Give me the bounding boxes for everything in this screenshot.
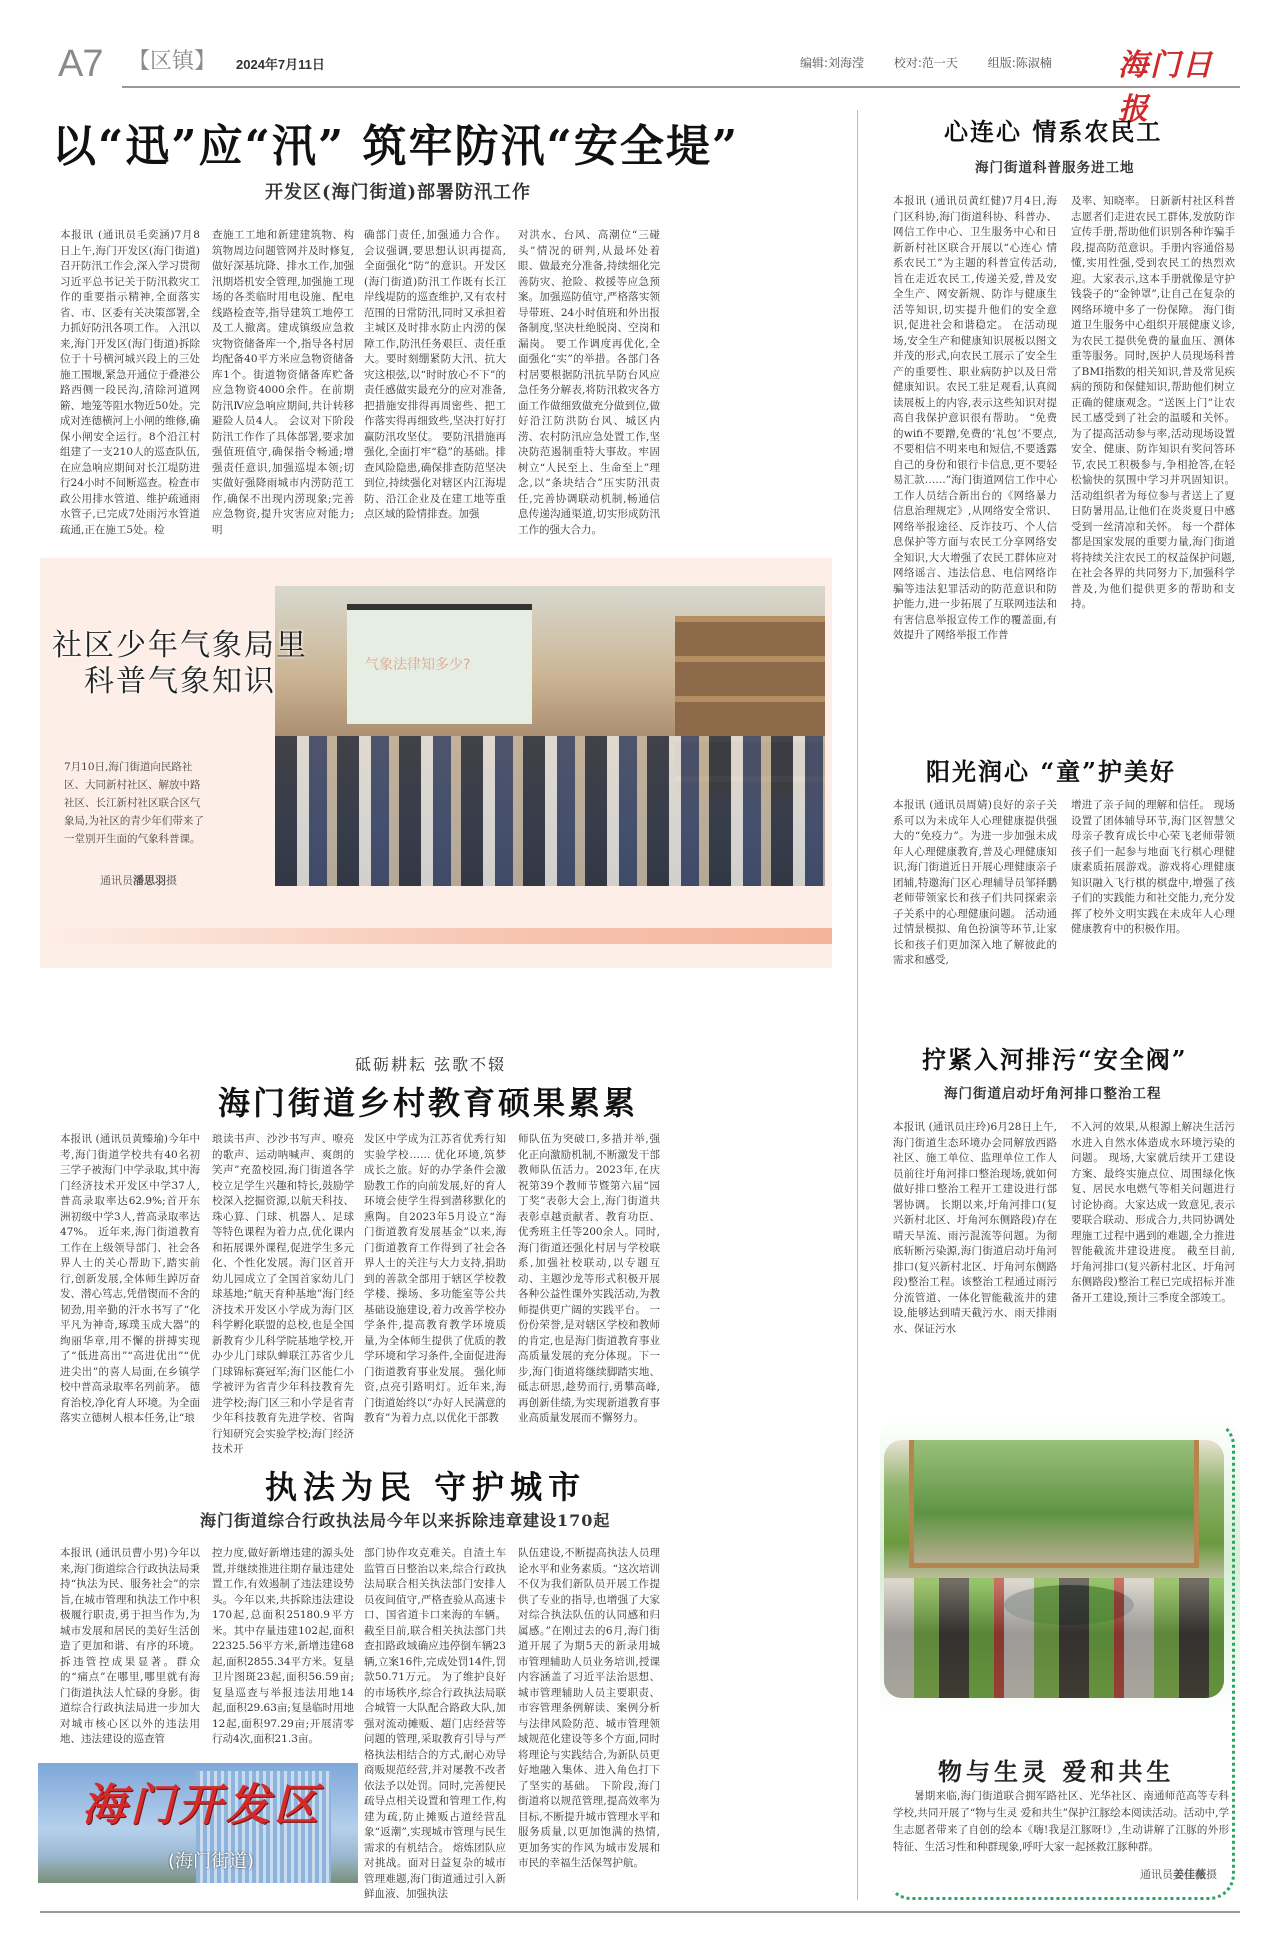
subheadline-workers: 海门街道科普服务进工地 <box>975 160 1135 176</box>
staff-credits <box>800 54 1066 71</box>
photo-credit-weather <box>100 872 177 888</box>
article-sewage-col-1: 本报讯 (通讯员庄玲)6月28日上午,海门街道生态环境办会同解放西路社区、施工单位、监理单位工作人员前往圩角河排口整治现场,就如何做好排口整治工程开工建设进行部署协调。 长期以来,圩角河排口(复兴新村北区、圩角河东侧路段)存在晴天旱流、雨污混流等问题。为彻底斩断污染源,海门街道启动圩角河排口(复兴新村北区、圩角河东侧路段)整治工程。该整治工程通过雨污分流管道、一体化智能截流井的建设,能够达到晴天截污水、雨天排雨水、保证污水 <box>893 1121 1057 1335</box>
feature-text-dolphin <box>893 1788 1229 1856</box>
feature-title <box>52 628 308 700</box>
masthead-divider <box>122 86 1240 88</box>
headline-dolphin: 物与生灵 爱和共生 <box>938 1757 1175 1786</box>
headline-education: 海门街道乡村教育硕果累累 <box>218 1084 639 1122</box>
article-children-col-2: 增进了亲子间的理解和信任。 现场设置了团体辅导环节,海门区智慧父母亲子教育成长中心荣飞老师带领孩子们一起参与地面飞行棋心理健康素质拓展游戏。游戏将心理健康知识融入飞行棋的棋盘中,增强了孩子们的实践能力和社交能力,充分发挥了校外文明实践在未成年人心理健康教育中的积极作用。 <box>1071 799 1235 935</box>
article-enforcement-col-2: 控力度,做好新增违建的源头处置,并继续推进往期存量违建处置工作,有效遏制了违法建设势头。今年以来,共拆除违法建设170起,总面积25180.9平方米。其中存量违建102起,面积22325.56平方米,新增违建68起,面积2855.34平方米。复垦卫片图斑23起,面积56.59亩;复垦巡查与举报违法用地14起,面积29.63亩;复垦临时用地12起,面积97.29亩;开展清零行动4次,面积21.3亩。 <box>212 1547 354 1745</box>
subheadline-flood: 开发区(海门街道)部署防汛工作 <box>265 182 532 203</box>
article-education-col-2: 琅读书声、沙沙书写声、嘹亮的歌声、运动呐喊声、爽朗的笑声”充盈校园,海门街道各学校立足学生兴趣和特长,鼓励学校深入挖掘资源,以航天科技、珠心算、门球、机器人、足球等特色课程为着力点,优化课内和拓展课外课程,促进学生多元化、个性化发展。海门区首开幼儿园成立了全国首家幼儿门球基地;“航天育种基地”海门经济技术开发区小学成为海门区科学孵化联盟的总校,也是全国新教育少儿科学院基地学校,开办少儿门球队蝉联江苏省少儿门球锦标赛冠军;海门区能仁小学被评为省青少年科技教育先进学校;海门区三和小学是省青少年科技教育先进学校、省陶行知研究会实验学校;海门经济技术开 <box>212 1133 354 1455</box>
feature-caption: 7月10日,海门街道向民路社区、大同新村社区、解放中路社区、长江新村社区联合区气象局,为社区的青少年们带来了一堂别开生面的气象科普课。 <box>64 761 204 845</box>
article-flood-col-2: 查施工工地和新建建筑物、构筑物周边问题管网并及时修复,做好深基坑降、排水工作,加强汛期塔机安全管理,加强施工现场的各类临时用电设施、配电线路检查等,指导建筑工地停工及工人撤离。建成镇级应急救灾物资储备库一个,指导各村居均配备40平方米应急物资储备库1个。街道物资储备库贮备应急物资4000余件。在前期防汛Ⅳ应急响应期间,共计转移避险人员4人。 会议对下阶段防汛工作作了具体部署,要求加强值班值守,确保指令畅通;增强责任意识,加强巡堤本领;切实做好强降雨城市内涝防范工作,确保不出现内涝现象;完善应急物资,提升灾害应对能力;明 <box>212 229 354 536</box>
subheadline-enforcement: 海门街道综合行政执法局今年以来拆除违章建设170起 <box>200 1511 611 1530</box>
article-flood-col-1: 本报讯 (通讯员毛奕涵)7月8日上午,海门开发区(海门街道)召开防汛工作会,深入学习贯彻习近平总书记关于防汛救灾工作的重要指示精神,全面落实省、市、区委有关决策部署,全力抓好防汛各项工作。 入汛以来,海门开发区(海门街道)拆除位于十号横河城兴段上的三处施工围堰,紧急开通位于叠港公路西侧一段民沟,清除河道网簖、地笼等阻水物近50处。完成对连德横河上小闸的维修,确保小闸安全运行。8个沿江村组建了一支210人的巡查队伍,在应急响应期间对长江堤防进行24小时不间断巡查。检查市政公用排水管道、维护疏通雨水管子,已完成7处雨污水管道疏通,正在施工5处。检 <box>60 229 200 536</box>
article-workers-col-1: 本报讯 (通讯员黄红健)7月4日,海门区科协,海门街道科协、科普办、网信工作中心、卫生服务中心和日新新村社区联合开展以“心连心 情系农民工”为主题的科普宣传活动,旨在走近农民工,传递关爱,普及安全生产、网安新规、防诈与健康生活等知识,切实提升他们的安全意识,促进社会和谐稳定。 在活动现场,安全生产和健康知识展板以图文并茂的形式,向农民工展示了安全生产的重要性、职业病防护以及日常健康知识。农民工驻足观看,认真阅读展板上的内容,表示这些知识对提高自我保护意识很有帮助。 “免费的wifi不要蹭,免费的‘礼包’不要点,不要相信不明来电和短信,不要透露自己的身份和银行卡信息,更不要轻易汇款……”海门街道网信工作中心工作人员结合新出台的《网络暴力信息治理规定》,从网络安全常识、网络举报途径、反诈技巧、个人信息保护等方面与农民工分享网络安全知识,大大增强了农民工群体应对网络谣言、违法信息、电信网络诈骗等违法犯罪活动的防范意识和防护能力,进一步拓展了互联网违法和有害信息举报宣传工作的覆盖面,有效提升了网络举报工作普 <box>893 195 1057 641</box>
proofreader-credit: 校对:范一天 <box>893 56 958 70</box>
credit-prefix: 通讯员 <box>1140 1868 1173 1881</box>
article-workers-col-2: 及率、知晓率。 日新新村社区科普志愿者们走进农民工群体,发放防诈宣传手册,帮助他们识别各种诈骗手段,提高防范意识。手册内容通俗易懂,实用性强,受到农民工的热烈欢迎。大家表示,这本手册就像是守护钱袋子的“金钟罩”,让自己在复杂的网络环境中多了一份保障。 海门街道卫生服务中心组织开展健康义诊,为农民工提供免费的量血压、测体重等服务。同时,医护人员现场科普了BMI指数的相关知识,普及常见疾病的预防和保健知识,帮助他们树立正确的健康观念。“送医上门”让农民工感受到了社会的温暖和关怀。 为了提高活动参与率,活动现场设置安全、健康、防诈知识有奖问答环节,农民工积极参与,争相抢答,在轻松愉快的氛围中学习并巩固知识。活动组织者为每位参与者送上了夏日防暑用品,让他们在炎炎夏日中感受到一丝清凉和关怀。 每一个群体都是国家发展的重要力量,海门街道将持续关注农民工的权益保护问题,在社会各界的共同努力下,加强科学普及,为他们提供更多的帮助和支持。 <box>1071 195 1235 610</box>
credit-name: 潘思羽 <box>133 874 166 887</box>
banner-title: 海门开发区 <box>82 1780 322 1831</box>
subheadline-sewage: 海门街道启动圩角河排口整治工程 <box>944 1086 1162 1102</box>
credit-prefix: 通讯员 <box>100 874 133 887</box>
article-enforcement-col-3: 部门协作攻克难关。自渣土车监管百日整治以来,综合行政执法局联合相关执法部门安排人员夜间值守,严格查验从高速卡口、国省道卡口来海的车辆。截至目前,联合相关执法部门共查扣路政域确应违停倒车辆23辆,立案16件,完成处罚14件,罚款50.71万元。 为了维护良好的市场秩序,综合行政执法局联合城管一大队配合路政大队,加强对流动摊贩、超门店经营等问题的管理,采取教育引导与严格执法相结合的方式,耐心劝导商贩规范经营,并对屡教不改者依法予以处罚。同时,完善便民疏导点相关设置和管理工作,构建为疏,防止摊贩占道经营乱象“返潮”,实现城市管理与民生需求的有机结合。 熔炼团队应对挑战。面对日益复杂的城市管理难题,海门街道通过引入新鲜血液、加强执法 <box>364 1547 506 1900</box>
masthead <box>40 43 1240 127</box>
photo-weather-class <box>275 586 825 886</box>
newspaper-logo: 海门日报 <box>1118 48 1214 127</box>
credit-suffix: 摄 <box>1206 1868 1217 1881</box>
credit-suffix: 摄 <box>166 874 177 887</box>
editor-credit: 编辑:刘海滢 <box>800 56 865 70</box>
group-of-children <box>275 736 825 886</box>
article-children-col-1: 本报讯 (通讯员周婧)良好的亲子关系可以为未成年人心理健康提供强大的“免疫力”。为进一步加强未成年人心理健康教育,普及心理健康知识,海门街道近日开展心理健康亲子团辅,特邀海门区心理辅导员邹择鹏老师带领家长和孩子们共同探索亲子关系中的心理健康问题。 活动通过情景模拟、角色扮演等环节,让家长和孩子们更加深入地了解彼此的需求和感受, <box>893 799 1057 966</box>
credit-name: 姜佳薇 <box>1173 1868 1206 1881</box>
article-education-col-1: 本报讯 (通讯员黄臻瑜)今年中考,海门街道学校共有40名初三学子被海门中学录取,其中海门经济技术开发区中学37人,普高录取率达62.9%;首开东洲初级中学3人,普高录取率达47%。 近年来,海门街道教育工作在上级领导部门、社会各界人士的关心帮助下,踏实前行,创新发展,全体师生踔厉奋发、潜心笃志,凭借锲而不舍的韧劲,用辛勤的汗水书写了“化平凡为神奇,琢璞玉成大器”的绚丽华章,用不懈的拼搏实现了“低进高出”“高进优出”“优进尖出”的喜人局面,在乡镇学校中普高录取率名列前茅。 德育治校,净化育人环境。为全面落实立德树人根本任务,让“琅 <box>60 1133 200 1424</box>
landscape-painting <box>909 1440 1199 1568</box>
article-flood-col-3: 确部门责任,加强通力合作。 会议强调,要思想认识再提高,全面强化“防”的意识。开发区(海门街道)防汛工作既有长江岸线堤防的巡查维护,又有农村范围的日常防汛,同时又承担着主城区及时排水防止内涝的保障工作,防汛任务艰巨、责任重大。要时刻绷紧防大汛、抗大灾这根弦,以“时时放心不下”的责任感做实最充分的应对准备,把措施安排得再周密些、把工作落实得再细致些,坚决打好打赢防汛攻坚仗。 要防汛措施再强化,全面打牢“稳”的基础。排查风险隐患,确保排查防范坚决到位,持续强化对辖区内江海堤防、沿江企业及在建工地等重点区域的险情排查。加强 <box>364 229 506 520</box>
article-enforcement-col-4: 队伍建设,不断提高执法人员理论水平和业务素质。“这次培训不仅为我们新队员开展工作提供了专业的指导,也增强了大家对综合执法队伍的认同感和归属感。”在刚过去的6月,海门街道开展了为期5天的新录用城市管理辅助人员业务培训,授课内容涵盖了习近平法治思想、城市管理辅助人员主要职责、市容管理条例解读、案例分析与法律风险防范、城市管理领域规范化建设等多个方面,同时将理论与实践结合,为新队员更好地融入集体、进入角色打下了坚实的基础。 下阶段,海门街道将以规范管理,提高效率为目标,不断提升城市管理水平和服务质量,以更加饱满的热情,更加务实的作风为城市发展和市民的幸福生活保驾护航。 <box>518 1547 660 1869</box>
projector-screen <box>347 604 532 724</box>
headline-children: 阳光润心 “童”护美好 <box>926 757 1176 786</box>
page-bottom-rule <box>40 1911 1240 1913</box>
column-divider <box>857 110 858 1900</box>
children-reading <box>884 1578 1224 1698</box>
article-sewage-col-2: 不入河的效果,从根源上解决生活污水进入自然水体造成水环境污染的问题。 现场,大家就后续开工建设方案、最终实施点位、周围绿化恢复、居民水电燃气等相关问题进行讨论协商。大家达成一致意见,表示要联合联动、形成合力,共同协调处理施工过程中遇到的难题,全力推进智能截流井建设进度。 截至目前,圩角河排口(复兴新村北区、圩角河东侧路段)整治工程已完成招标并准备开工建设,预计三季度全部竣工。 <box>1071 1121 1235 1304</box>
headline-workers: 心连心 情系农民工 <box>944 117 1163 146</box>
article-education-col-4: 师队伍为突破口,多措并举,强化正向激励机制,不断激发干部教师队伍活力。2023年,在庆祝第39个教师节暨第六届“园丁奖”表彰大会上,海门街道共表彰卓越贡献者、教育功臣、优秀班主任等200余人。同时,海门街道还强化村居与学校联系,加强社校联动,以专题互动、主题沙龙等形式积极开展各种公益性课外实践活动,为教师提供更广阔的实践平台。 一份份荣誉,是对辖区学校和教师的肯定,也是海门街道教育事业高质量发展的充分体现。下一步,海门街道将继续脚踏实地、砥志研思,趁势而行,勇攀高峰,再创新佳绩,为实现新道教育事业高质量发展而不懈努力。 <box>518 1133 660 1424</box>
headline-sewage: 拧紧入河排污“安全阀” <box>922 1045 1188 1074</box>
article-enforcement-col-1: 本报讯 (通讯员曹小男)今年以来,海门街道综合行政执法局秉持“执法为民、服务社会”的宗旨,在城市管理和执法工作中积极履行职责,勇于担当作为,为城市发展和居民的美好生活创造了更加和谐、有序的环境。 拆违管控成果显著。群众的“痛点”在哪里,哪里就有海门街道执法人忙碌的身影。街道综合行政执法局进一步加大对城市核心区以外的违法用地、违法建设的巡查管 <box>60 1547 200 1745</box>
feature-paragraph: 暑期来临,海门街道联合拥军路社区、光华社区、南通师范高等专科学校,共同开展了“物与生灵 爱和共生”保护江豚绘本阅读活动。活动中,学生志愿者带来了自创的绘本《嗨!我是江豚呀!》,生动讲解了江豚的外形特征、生活习性和种群现象,呼吁大家一起拯救江豚种群。 <box>893 1790 1229 1853</box>
article-education-col-3: 发区中学成为江苏省优秀行知实验学校…… 优化环境,筑梦成长之旅。好的办学条件会激励教工作的向前发展,好的育人环境会使学生得到潜移默化的熏陶。自2023年5月设立“海门街道教育发展基金”以来,海门街道教育工作得到了社会各界人士的关注与大力支持,捐助到的善款全部用于辖区学校教学楼、操场、多功能室等公共基础设施建设,着力改善学校办学条件,提高教育教学环境质量,为全体师生提供了优质的教学环境和学习条件,全面促进海门街道教育事业发展。 强化师资,点亮引路明灯。近年来,海门街道始终以“办好人民满意的教育”为着力点,以优化干部教 <box>364 1133 506 1424</box>
headline-flood: 以“迅”应“汛” 筑牢防汛“安全堤” <box>52 121 740 172</box>
kicker-education: 砥砺耕耘 弦歌不辍 <box>355 1055 507 1074</box>
photo-credit-dolphin <box>1140 1866 1217 1882</box>
district-banner <box>38 1763 358 1883</box>
banner-subtitle: (海门街道) <box>168 1851 255 1872</box>
issue-date: 2024年7月11日 <box>236 57 325 72</box>
feature-title-line-2: 科普气象知识 <box>84 664 276 699</box>
section-label: 【区镇】 <box>128 49 217 74</box>
layout-credit: 组版:陈淑楠 <box>987 56 1052 70</box>
photo-reading-activity <box>884 1440 1224 1698</box>
article-flood-col-4: 对洪水、台风、高潮位“三碰头”情况的研判,从最坏处着眼、做最充分准备,持续细化完善防灾、抢险、救援等应急预案。加强巡防值守,严格落实领导带班、24小时值班和外出报备制度,坚决杜绝脱岗、空岗和漏岗。 要工作调度再优化,全面强化“实”的举措。各部门各村居要根据防汛抗旱防台风应急任务分解表,将防汛救灾各方面工作做细致做充分做到位,做好沿江防洪防台风、城区内涝、农村防汛应急处置工作,坚决防范遏制重特大事故。牢固树立“人民至上、生命至上”理念,以“条块结合”压实防汛责任,完善协调联动机制,畅通信息传递沟通渠道,切实形成防汛工作的强大合力。 <box>518 229 660 536</box>
screen-text: 气象法律知多少? <box>365 657 471 673</box>
headline-enforcement: 执法为民 守护城市 <box>265 1468 587 1506</box>
page-number: A7 <box>58 43 103 85</box>
decorative-stripe <box>40 928 832 944</box>
feature-title-line-1: 社区少年气象局里 <box>52 628 308 663</box>
